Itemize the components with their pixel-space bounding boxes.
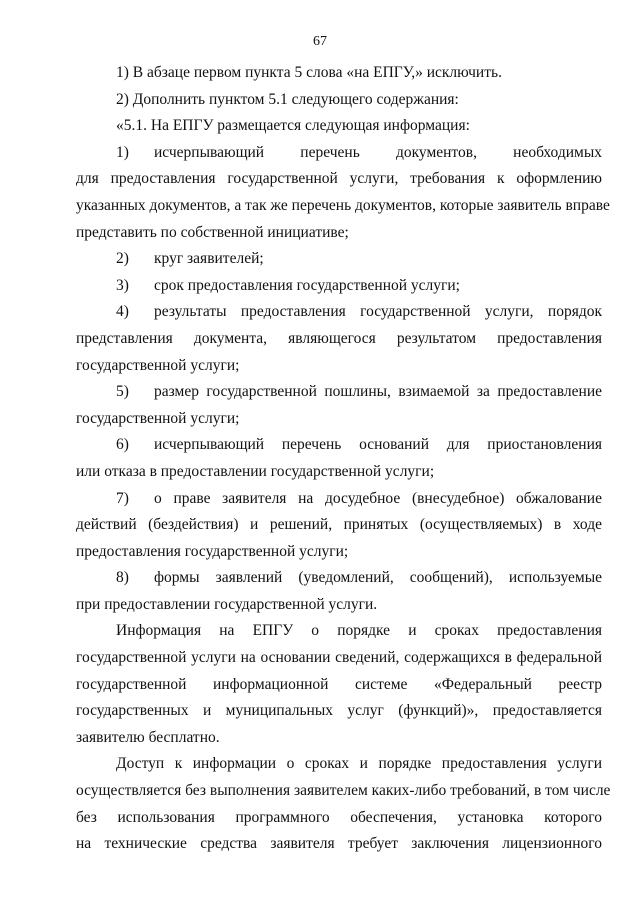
text-line: о праве заявителя на досудебное (внесудебное) обжалование: [154, 489, 602, 507]
text-line: государственной услуги;: [76, 356, 240, 374]
list-item-number: 3): [116, 276, 129, 294]
list-item-first-line: [76, 246, 602, 273]
text-line: представления документа, являющегося результатом предоставления: [76, 329, 602, 347]
list-item-first-line: [76, 140, 602, 167]
list-item-7: [76, 486, 602, 566]
list-item-number: 6): [116, 436, 129, 454]
list-item-number: 1): [116, 143, 129, 161]
text-line: «5.1. На ЕПГУ размещается следующая информация:: [116, 117, 470, 135]
list-item-number: 4): [116, 303, 129, 321]
list-item-6: [76, 432, 602, 485]
list-item-first-line: [76, 379, 602, 406]
text-line: указанных документов, а так же перечень документов, которые заявитель вправе: [76, 196, 610, 214]
text-line: 1) В абзаце первом пункта 5 слова «на ЕПГУ,» исключить.: [116, 64, 502, 81]
list-item-number: 8): [116, 569, 129, 587]
text-line: круг заявителей;: [154, 250, 264, 268]
text-line: представить по собственной инициативе;: [76, 223, 349, 241]
list-item-number: 2): [116, 250, 129, 268]
list-item-first-line: [76, 486, 602, 513]
text-line: на технические средства заявителя требует заключения лицензионного: [76, 835, 602, 853]
text-line: Информация на ЕПГУ о порядке и сроках предоставления: [116, 622, 602, 640]
text-line: Доступ к информации о сроках и порядке предоставления услуги: [116, 755, 602, 773]
list-item-number: 5): [116, 383, 129, 401]
text-line: для предоставления государственной услуги, требования к оформлению: [76, 170, 602, 188]
paragraph-amendment-1: [76, 60, 602, 87]
text-line: формы заявлений (уведомлений, сообщений), используемые: [154, 569, 602, 587]
text-line: при предоставлении государственной услуги.: [76, 595, 378, 613]
text-line: государственной услуги на основании сведений, содержащихся в федеральной: [76, 649, 602, 667]
list-item-2: [76, 246, 602, 273]
list-item-5: [76, 379, 602, 432]
text-line: действий (бездействия) и решений, принятых (осуществляемых) в ходе: [76, 516, 602, 534]
text-line: предоставления государственной услуги;: [76, 542, 349, 560]
list-item-first-line: [76, 432, 602, 459]
text-line: или отказа в предоставлении государственной услуги;: [76, 462, 435, 480]
text-line: исчерпывающий перечень оснований для приостановления: [154, 436, 602, 454]
paragraph-amendment-2: [76, 87, 602, 114]
document-body: [76, 60, 611, 858]
text-line: исчерпывающий перечень документов, необходимых: [154, 143, 602, 161]
list-item-4: [76, 299, 602, 379]
list-item-first-line: [76, 273, 602, 300]
text-line: срок предоставления государственной услуги;: [154, 276, 460, 294]
page-number: 67: [313, 34, 327, 49]
text-line: размер государственной пошлины, взимаемой за предоставление: [154, 383, 602, 401]
text-line: государственной услуги;: [76, 409, 240, 427]
text-line: без использования программного обеспечения, установка которого: [76, 808, 602, 826]
paragraph-section-5-1: [76, 113, 602, 140]
text-line: государственных и муниципальных услуг (функций)», предоставляется: [76, 702, 602, 720]
list-item-first-line: [76, 565, 602, 592]
paragraph-information: [76, 618, 602, 751]
text-line: государственной информационной системе «Федеральный реестр: [76, 675, 602, 693]
text-line: заявителю бесплатно.: [76, 728, 220, 746]
text-line: 2) Дополнить пунктом 5.1 следующего содержания:: [116, 90, 459, 108]
paragraph-access: [76, 751, 611, 857]
text-line: результаты предоставления государственной услуги, порядок: [154, 303, 602, 321]
list-item-first-line: [76, 299, 602, 326]
list-item-1: [76, 140, 610, 246]
list-item-3: [76, 273, 602, 300]
text-line: осуществляется без выполнения заявителем каких-либо требований, в том числе: [76, 782, 611, 800]
list-item-8: [76, 565, 602, 618]
list-item-number: 7): [116, 489, 129, 507]
